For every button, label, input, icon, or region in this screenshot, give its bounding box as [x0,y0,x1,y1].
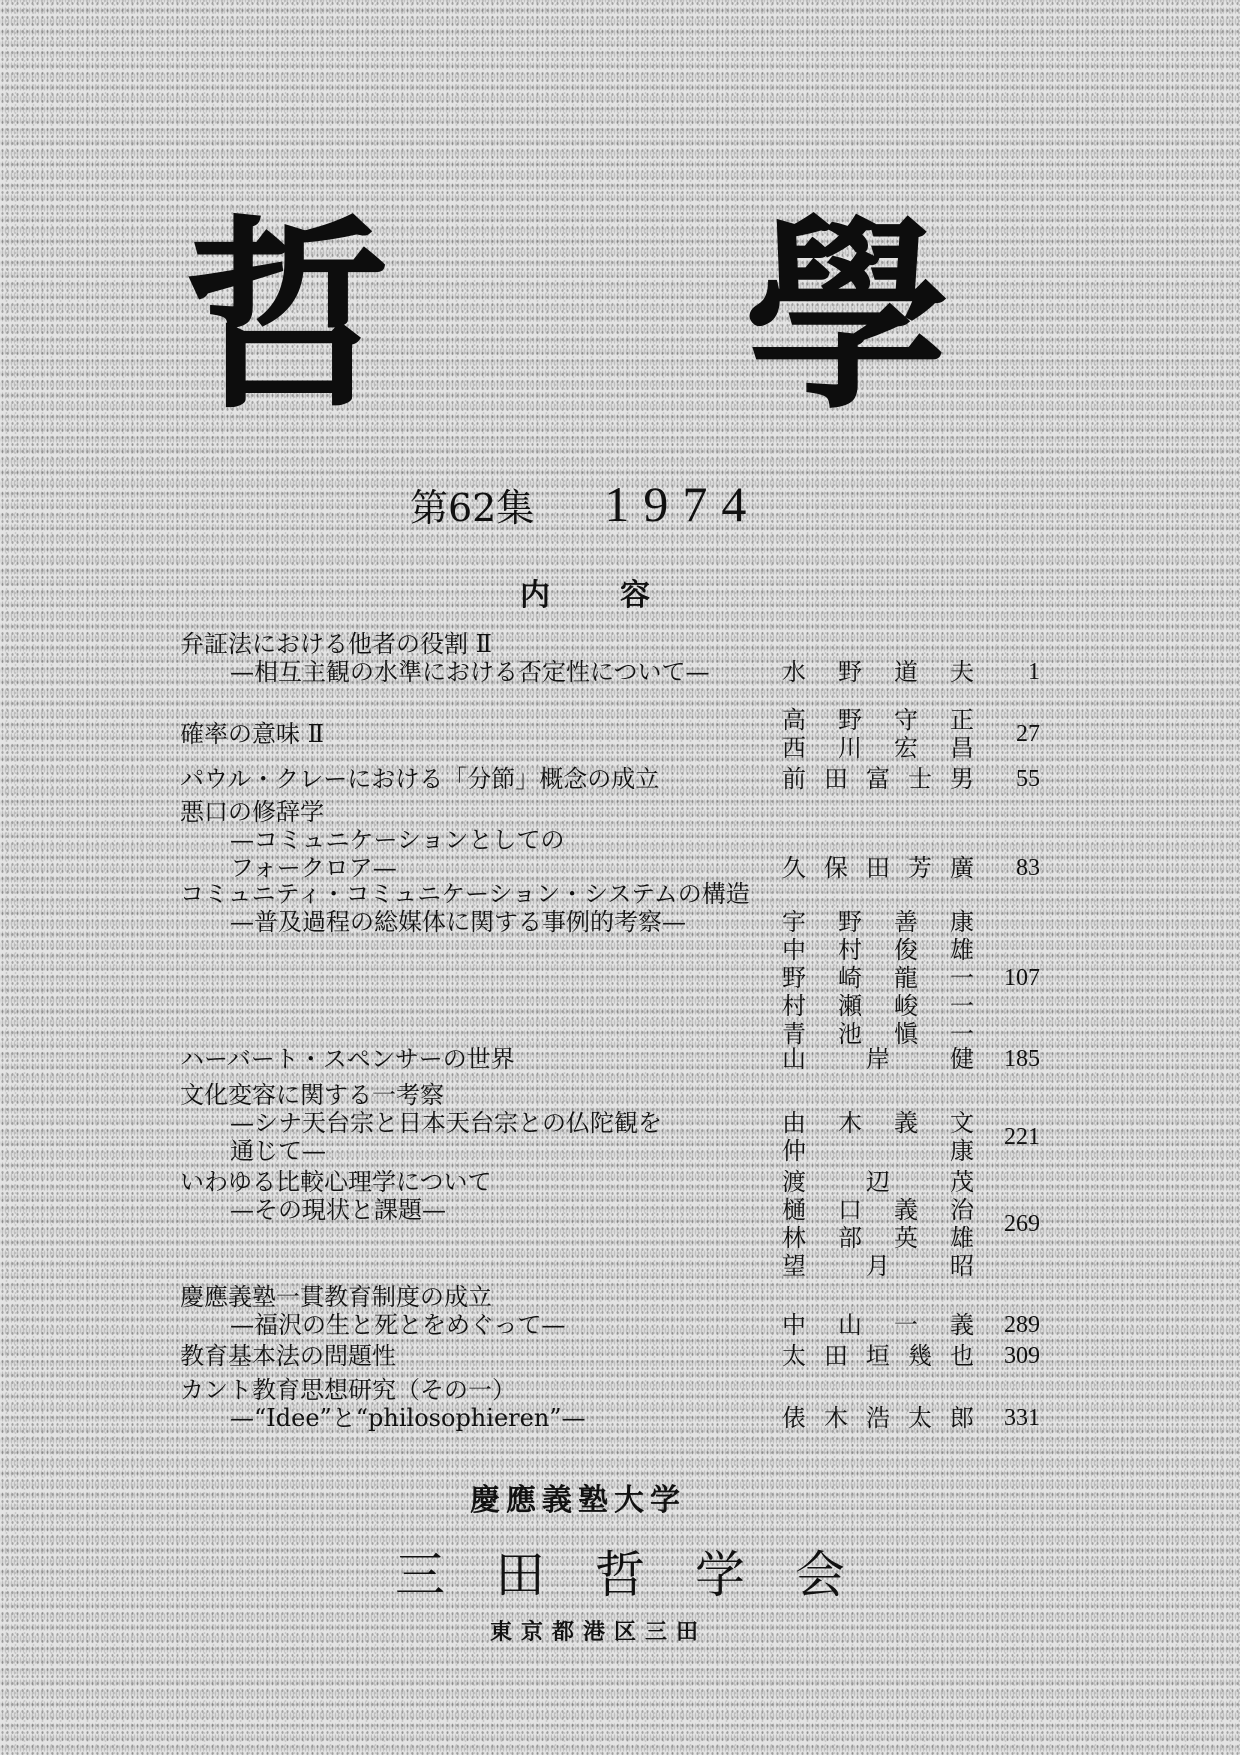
author-name-char: 雄 [950,936,974,964]
entry-title: 悪口の修辞学 [180,798,324,826]
author-name-char: 野 [838,908,862,936]
entry-title: カント教育思想研究（その一） [180,1376,516,1404]
entry-page-number: 27 [1016,721,1040,747]
author-name-char: 川 [838,734,862,762]
author-name [780,1137,976,1165]
author-name-char: 士 [908,765,932,793]
author-name-char: 中 [782,936,806,964]
author-name [780,1109,976,1137]
author-name-char: 木 [838,1109,862,1137]
author-name-char: 口 [838,1196,862,1224]
author-name-char: 義 [894,1196,918,1224]
publisher-university: 慶應義塾大学 [470,1483,686,1518]
author-name [780,658,976,686]
entry-subtitle: —普及過程の総媒体に関する事例的考察— [230,908,686,936]
author-name-char: 浩 [866,1404,890,1432]
author-name-char: 月 [866,1252,890,1280]
author-name-char: 岸 [866,1045,890,1073]
author-name-char: 太 [782,1342,806,1370]
issue-year: 1974 [604,476,761,532]
issue-line [410,475,760,533]
entry-title: コミュニティ・コミュニケーション・システムの構造 [180,880,750,908]
author-name-char: 也 [950,1342,974,1370]
author-name-char: 文 [950,1109,974,1137]
entry-authors [780,706,976,762]
author-name-char: 瀬 [838,992,862,1020]
author-name-char: 廣 [950,854,974,882]
entry-authors [780,1342,976,1370]
author-name [780,1404,976,1432]
entry-page-number: 331 [1004,1405,1040,1431]
author-name-char: 木 [824,1404,848,1432]
entry-title: 慶應義塾一貫教育制度の成立 [180,1283,492,1311]
entry-authors [780,1045,976,1073]
author-name-char: 山 [782,1045,806,1073]
entry-authors [780,658,976,686]
entry-authors [780,1404,976,1432]
author-name-char: 仲 [782,1137,806,1165]
author-name-char: 英 [894,1224,918,1252]
author-name-char: 久 [782,854,806,882]
author-name-char: 義 [894,1109,918,1137]
author-name [780,1020,976,1048]
author-name [780,1045,976,1073]
journal-title-char-1: 哲 [185,197,390,437]
author-name-char: 義 [950,1311,974,1339]
author-name-char: 野 [838,706,862,734]
issue-number: 第62集 [410,486,535,530]
author-name-char: 俵 [782,1404,806,1432]
entry-page-number: 83 [1016,855,1040,881]
entry-page-number: 185 [1004,1046,1040,1072]
entry-title: パウル・クレーにおける「分節」概念の成立 [180,765,660,793]
entry-subtitle: —相互主観の水準における否定性について— [230,658,710,686]
journal-title-char-2: 學 [745,197,950,437]
author-name-char: 保 [824,854,848,882]
author-name-char: 昌 [950,734,974,762]
author-name-char: 一 [950,964,974,992]
author-name-char: 水 [782,658,806,686]
entry-authors [780,1109,976,1165]
author-name-char: 前 [782,765,806,793]
entry-page-number: 221 [1004,1124,1040,1150]
author-name [780,964,976,992]
entry-subtitle-continued: 通じて— [230,1137,326,1165]
author-name-char: 池 [838,1020,862,1048]
author-name-char: 西 [782,734,806,762]
author-name-char: 芳 [908,854,932,882]
author-name-char: 望 [782,1252,806,1280]
author-name-char: 宏 [894,734,918,762]
author-name-char: 中 [782,1311,806,1339]
entry-authors [780,908,976,1048]
entry-page-number: 55 [1016,766,1040,792]
entry-authors [780,765,976,793]
author-name-char: 青 [782,1020,806,1048]
author-name [780,992,976,1020]
entry-page-number: 269 [1004,1211,1040,1237]
author-name-char: 峻 [894,992,918,1020]
author-name-char: 宇 [782,908,806,936]
author-name-char: 渡 [782,1168,806,1196]
entry-page-number: 1 [1028,659,1040,685]
author-name-char: 龍 [894,964,918,992]
entry-subtitle: —その現状と課題— [230,1196,446,1224]
entry-title: 教育基本法の問題性 [180,1342,396,1370]
entry-subtitle: —シナ天台宗と日本天台宗との仏陀観を [230,1109,662,1137]
entry-subtitle-continued: フォークロア— [230,854,397,882]
author-name-char: 一 [894,1311,918,1339]
author-name-char: 樋 [782,1196,806,1224]
entry-title: いわゆる比較心理学について [180,1168,492,1196]
author-name-char: 康 [950,908,974,936]
publisher-address: 東京都港区三田 [490,1619,708,1645]
author-name-char: 田 [824,765,848,793]
author-name-char: 愼 [894,1020,918,1048]
author-name-char: 郎 [950,1404,974,1432]
author-name [780,854,976,882]
publisher-society: 三田哲学会 [395,1546,895,1604]
entry-authors [780,854,976,882]
author-name-char: 幾 [908,1342,932,1370]
author-name-char: 辺 [866,1168,890,1196]
author-name-char: 健 [950,1045,974,1073]
author-name-char: 由 [782,1109,806,1137]
author-name-char: 崎 [838,964,862,992]
author-name [780,1252,976,1280]
author-name [780,765,976,793]
author-name-char: 治 [950,1196,974,1224]
author-name-char: 守 [894,706,918,734]
author-name-char: 田 [824,1342,848,1370]
author-name-char: 茂 [950,1168,974,1196]
contents-heading: 内容 [520,578,720,613]
author-name [780,1311,976,1339]
entry-page-number: 309 [1004,1343,1040,1369]
author-name-char: 道 [894,658,918,686]
entry-title: 確率の意味 Ⅱ [180,720,324,748]
author-name-char: 正 [950,706,974,734]
author-name-char: 林 [782,1224,806,1252]
author-name-char: 垣 [866,1342,890,1370]
author-name-char: 部 [838,1224,862,1252]
author-name-char: 一 [950,992,974,1020]
author-name [780,1342,976,1370]
entry-page-number: 289 [1004,1312,1040,1338]
author-name-char: 善 [894,908,918,936]
entry-authors [780,1311,976,1339]
author-name [780,936,976,964]
author-name [780,1224,976,1252]
author-name-char: 夫 [950,658,974,686]
author-name [780,734,976,762]
author-name-char: 野 [838,658,862,686]
author-name-char: 野 [782,964,806,992]
author-name-char: 雄 [950,1224,974,1252]
author-name-char: 高 [782,706,806,734]
author-name-char: 山 [838,1311,862,1339]
entry-subtitle: —コミュニケーションとしての [230,826,565,854]
entry-subtitle: —福沢の生と死とをめぐって— [230,1311,566,1339]
author-name-char: 太 [908,1404,932,1432]
author-name [780,706,976,734]
author-name-char: 俊 [894,936,918,964]
entry-authors [780,1168,976,1280]
author-name-char: 男 [950,765,974,793]
author-name [780,908,976,936]
author-name-char: 康 [950,1137,974,1165]
author-name [780,1168,976,1196]
entry-title: ハーバート・スペンサーの世界 [180,1045,515,1073]
entry-page-number: 107 [1004,965,1040,991]
author-name-char: 村 [782,992,806,1020]
author-name-char: 田 [866,854,890,882]
author-name-char: 富 [866,765,890,793]
author-name-char: 村 [838,936,862,964]
author-name-char: 一 [950,1020,974,1048]
author-name [780,1196,976,1224]
entry-title: 文化変容に関する一考察 [180,1081,444,1109]
author-name-char: 昭 [950,1252,974,1280]
entry-subtitle: —“Idee”と“philosophieren”— [230,1404,586,1432]
entry-title: 弁証法における他者の役割 Ⅱ [180,630,492,658]
